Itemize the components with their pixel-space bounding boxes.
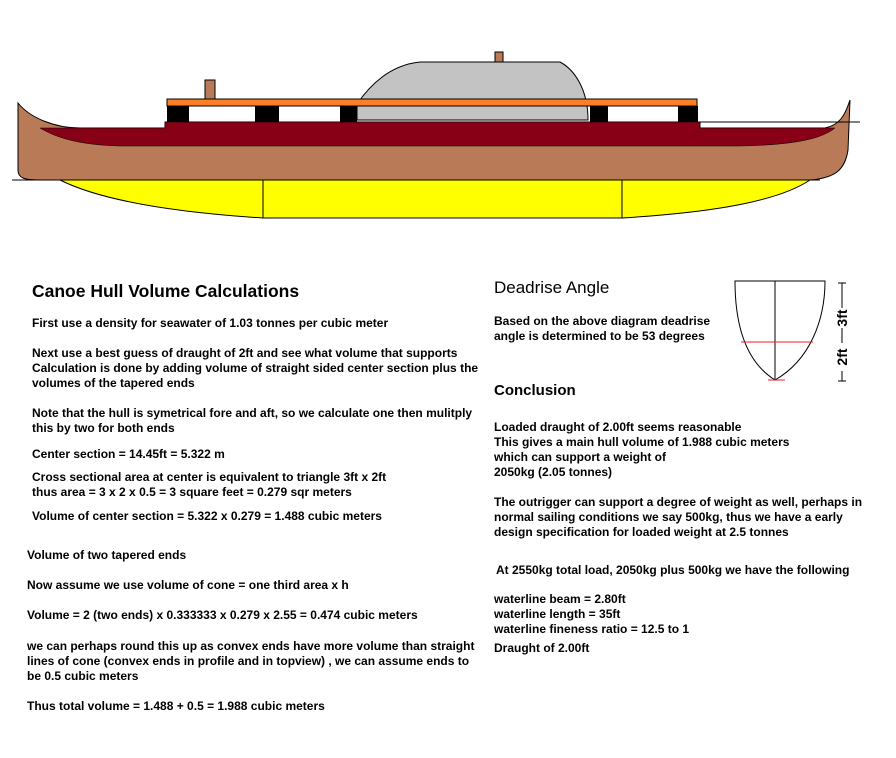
- deck-post: [590, 106, 608, 122]
- cross-section-diagram: [725, 275, 865, 390]
- mast-stub-left: [205, 80, 215, 100]
- hull-profile-diagram: [0, 0, 896, 240]
- symmetry-paragraph: Note that the hull is symetrical fore and aft, so we calculate one then mulitply this by two for both ends: [32, 406, 473, 435]
- deadrise-title: Deadrise Angle: [494, 278, 610, 297]
- underwater-hull: [60, 180, 810, 218]
- cone-assumption-line: Now assume we use volume of cone = one third area x h: [27, 578, 349, 592]
- cabin-dome: [357, 62, 588, 120]
- waterline-specs: waterline beam = 2.80ft waterline length = 35ft waterline fineness ratio = 12.5 to 1: [494, 592, 690, 636]
- tapered-ends-heading: Volume of two tapered ends: [27, 548, 187, 562]
- lower-dimension-label: 2ft: [834, 348, 850, 366]
- outrigger-paragraph: The outrigger can support a degree of weight as well, perhaps in normal sailing conditions we say 500kg, thus we have a early design specification for loaded weight at 2.5 tonnes: [494, 495, 863, 539]
- draught-line: Draught of 2.00ft: [494, 641, 590, 655]
- loaded-paragraph: Loaded draught of 2.00ft seems reasonable This gives a main hull volume of 1.988 cubic meters which can support a weight of 2050kg (2.05 tonnes): [494, 420, 790, 479]
- ends-volume-line: Volume = 2 (two ends) x 0.333333 x 0.279 x 2.55 = 0.474 cubic meters: [27, 608, 418, 622]
- page-title: Canoe Hull Volume Calculations: [32, 281, 300, 301]
- deck-post: [340, 106, 357, 122]
- center-volume-line: Volume of center section = 5.322 x 0.279 = 1.488 cubic meters: [32, 509, 382, 523]
- deadrise-text: Based on the above diagram deadrise angle is determined to be 53 degrees: [494, 314, 711, 343]
- deck-post: [167, 106, 189, 122]
- hull-cross-section: [735, 281, 825, 380]
- conclusion-title: Conclusion: [494, 382, 576, 399]
- deck-rail: [167, 99, 697, 106]
- total-volume-line: Thus total volume = 1.488 + 0.5 = 1.988 cubic meters: [27, 699, 325, 713]
- cross-section-paragraph: Cross sectional area at center is equivalent to triangle 3ft x 2ft thus area = 3 x 2 x 0.5 = 3 square feet = 0.279 sqr meters: [32, 470, 387, 499]
- deck-post: [255, 106, 279, 122]
- roundup-paragraph: we can perhaps round this up as convex ends have more volume than straight lines of cone (convex ends in profile and in topview) , we can assume ends to be 0.5 cubic meters: [27, 639, 475, 683]
- draught-paragraph: Next use a best guess of draught of 2ft and see what volume that supports Calculation is done by adding volume of straight sided center section plus the volumes of the tapered ends: [32, 346, 479, 390]
- total-load-line: At 2550kg total load, 2050kg plus 500kg we have the following: [496, 563, 850, 577]
- deck-band: [40, 122, 835, 146]
- upper-dimension-label: 3ft: [834, 309, 850, 327]
- deck-post: [678, 106, 698, 122]
- density-line: First use a density for seawater of 1.03 tonnes per cubic meter: [32, 316, 389, 330]
- center-section-line: Center section = 14.45ft = 5.322 m: [32, 447, 225, 461]
